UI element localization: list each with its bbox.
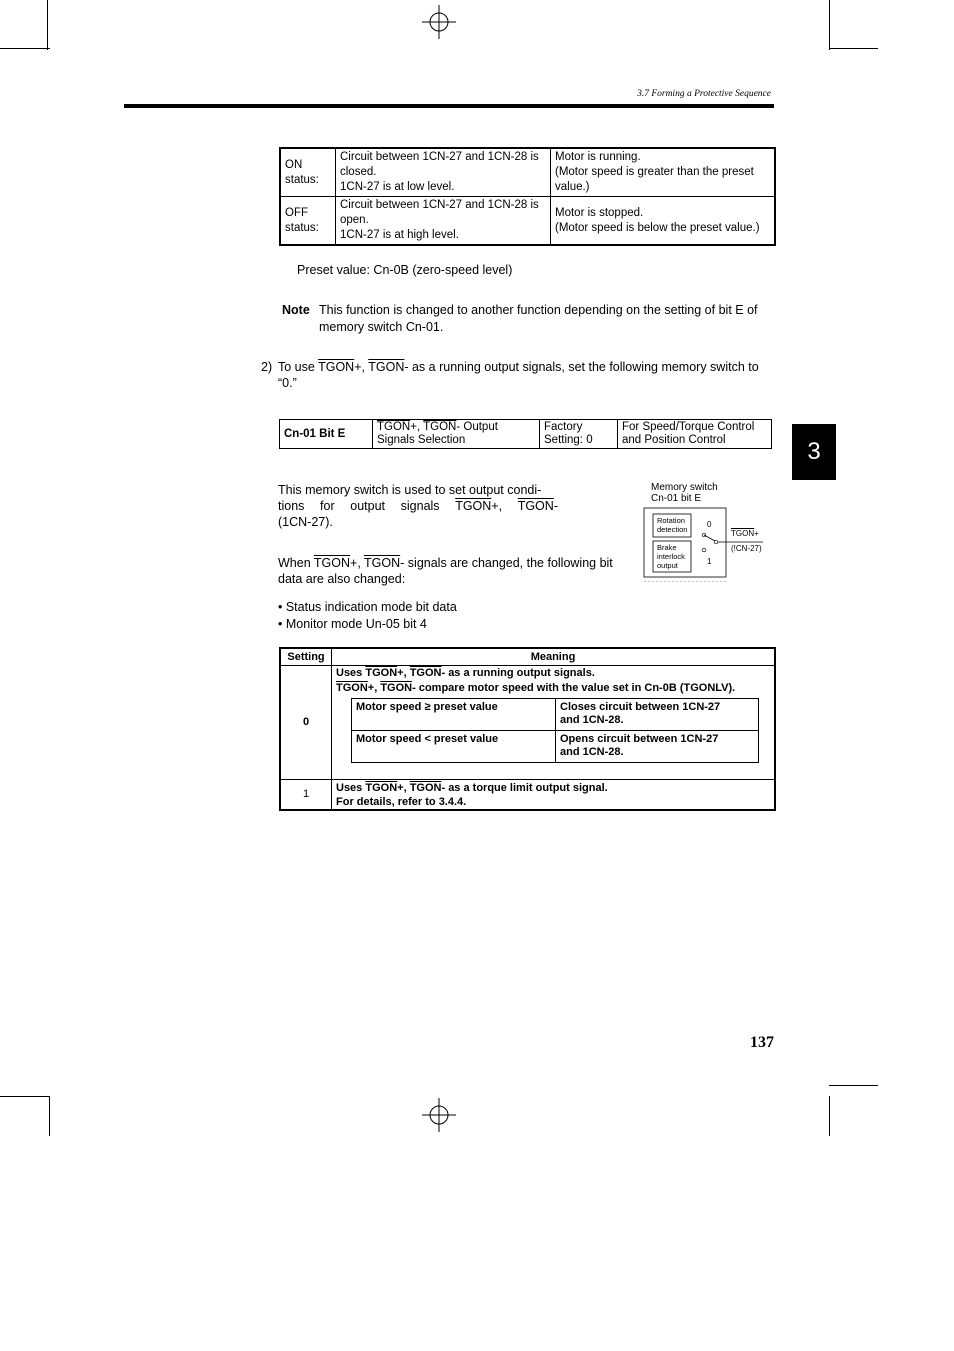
note-label: Note xyxy=(282,303,310,317)
result-line: and 1CN-28. xyxy=(560,713,624,726)
tgon-signal: TGON xyxy=(455,499,492,513)
table-row xyxy=(280,648,775,665)
crop-mark xyxy=(0,1096,50,1097)
diagram-title-line: Memory switch xyxy=(651,482,718,493)
motor-text: value.) xyxy=(555,181,590,193)
table-row xyxy=(280,148,775,197)
setting-value: 0 xyxy=(280,665,332,779)
tgon-signal: TGON xyxy=(409,781,442,794)
separator: +, xyxy=(354,360,369,374)
crop-mark xyxy=(49,1096,50,1136)
circuit-text: closed. xyxy=(340,166,377,178)
separator: +, xyxy=(350,556,365,570)
paragraph-line: data are also changed: xyxy=(278,572,406,586)
tgon-signal: TGON xyxy=(364,556,401,570)
circuit-text: open. xyxy=(340,214,369,226)
meaning-line xyxy=(336,781,770,795)
table-row xyxy=(280,420,772,449)
tgon-signal: TGON xyxy=(377,421,411,433)
result-cell xyxy=(556,698,759,730)
motor-text: (Motor speed is greater than the preset xyxy=(555,166,754,178)
separator: +, xyxy=(397,781,410,794)
chapter-tab xyxy=(792,424,836,480)
result-line: Opens circuit between 1CN-27 xyxy=(560,732,719,745)
tgon-signal: TGON xyxy=(423,421,457,433)
diagram-title-line: Cn-01 bit E xyxy=(651,493,702,504)
tgon-signal: TGON xyxy=(365,666,398,679)
item-text-line2: “0.” xyxy=(278,376,297,390)
paragraph-line: (1CN-27). xyxy=(278,515,333,529)
motor-text: (Motor speed is below the preset value.) xyxy=(555,221,760,234)
meaning-line xyxy=(336,681,770,695)
circuit-cell xyxy=(336,148,551,197)
tgon-signal: TGON xyxy=(318,360,355,374)
box-label: Brake xyxy=(657,543,677,552)
crop-mark xyxy=(47,0,48,50)
box-label: Rotation xyxy=(657,516,685,525)
circuit-cell xyxy=(336,197,551,246)
switch-name: Cn-01 Bit E xyxy=(280,420,373,449)
factory-line: Factory xyxy=(544,421,583,433)
tgon-signal: TGON xyxy=(380,681,413,694)
tgon-signal: TGON xyxy=(517,499,554,513)
status-label: status: xyxy=(285,221,319,234)
crop-mark xyxy=(829,48,878,49)
table-row xyxy=(352,698,759,730)
bullet-list xyxy=(278,599,457,632)
condition-cell: Motor speed ≥ preset value xyxy=(352,698,556,730)
note-line: memory switch Cn-01. xyxy=(319,320,444,334)
meaning-line xyxy=(336,666,770,680)
position-1-label: 1 xyxy=(707,557,712,566)
tgon-signal: TGON xyxy=(368,360,405,374)
status-table xyxy=(279,147,776,246)
crop-mark xyxy=(829,0,830,50)
result-line: Closes circuit between 1CN-27 xyxy=(560,700,721,713)
registration-mark-icon xyxy=(422,1098,456,1132)
registration-mark-icon xyxy=(422,5,456,39)
setting-value: 1 xyxy=(280,779,332,810)
item-text xyxy=(278,359,778,391)
signal-change-paragraph xyxy=(278,555,638,587)
box-label: interlock xyxy=(657,552,685,561)
position-0-label: 0 xyxy=(707,520,712,529)
crop-mark xyxy=(0,48,50,49)
motor-text: Motor is running. xyxy=(555,151,641,163)
circuit-text: Circuit between 1CN-27 and 1CN-28 is xyxy=(340,199,539,211)
separator: +, xyxy=(397,666,410,679)
separator: +, xyxy=(410,421,424,433)
box-label: output xyxy=(657,561,678,570)
header-meaning: Meaning xyxy=(332,648,776,665)
circuit-text: Circuit between 1CN-27 and 1CN-28 is xyxy=(340,151,539,163)
brake-interlock-box xyxy=(657,543,685,570)
word: output xyxy=(350,499,386,513)
paragraph-line: This memory switch is used to set output condi- xyxy=(278,483,542,497)
crop-mark xyxy=(829,1096,830,1136)
tgon-signal: TGON xyxy=(731,529,755,538)
tgon-signal: TGON xyxy=(313,556,351,570)
item-number: 2) xyxy=(261,360,273,374)
setting-table xyxy=(279,647,776,811)
paragraph-pre: When xyxy=(278,556,311,570)
page-number: 137 xyxy=(750,1034,774,1051)
status-label: OFF xyxy=(285,206,308,219)
meaning-line: For details, refer to 3.4.4. xyxy=(336,795,467,808)
table-row xyxy=(352,730,759,762)
output-signal-label xyxy=(731,529,759,538)
meaning-cell xyxy=(332,779,776,810)
rotation-detection-box xyxy=(657,516,687,534)
control-mode xyxy=(618,420,772,449)
chapter-number: 3 xyxy=(807,438,821,465)
tgon-signal: TGON xyxy=(336,681,368,694)
memory-switch-paragraph xyxy=(278,482,558,530)
crop-mark xyxy=(829,1085,878,1086)
text: - compare motor speed with the value set in Cn-0B (TGONLV). xyxy=(412,681,736,694)
status-label: status: xyxy=(285,173,319,186)
list-item: • Status indication mode bit data xyxy=(278,600,457,614)
paragraph-line xyxy=(278,498,558,514)
text: Uses xyxy=(336,781,366,794)
result-line: and 1CN-28. xyxy=(560,745,624,758)
condition-cell: Motor speed < preset value xyxy=(352,730,556,762)
text: - as a running output signals. xyxy=(441,666,595,679)
memory-switch-diagram xyxy=(640,482,780,582)
text: Uses xyxy=(336,666,366,679)
note-text xyxy=(319,302,779,335)
word: for xyxy=(320,499,335,513)
description-rest: - Output xyxy=(456,421,498,433)
circuit-text: 1CN-27 is at high level. xyxy=(340,229,459,241)
switch-description xyxy=(373,420,540,449)
header-rule xyxy=(124,104,774,108)
word: tions xyxy=(278,499,305,513)
separator: +, xyxy=(491,499,503,513)
word: signals xyxy=(400,499,440,513)
table-row xyxy=(280,665,775,779)
description-line2: Signals Selection xyxy=(377,434,466,446)
status-cell xyxy=(280,197,336,246)
section-header: 3.7 Forming a Protective Sequence xyxy=(637,89,771,99)
box-label: detection xyxy=(657,525,688,534)
tgon-signal: TGON xyxy=(409,666,442,679)
text: - as a torque limit output signal. xyxy=(441,781,608,794)
motor-cell xyxy=(551,148,776,197)
item-text-post: - as a running output signals, set the following memory switch to xyxy=(404,360,759,374)
separator: +, xyxy=(367,681,381,694)
meaning-cell xyxy=(332,665,776,779)
separator: + xyxy=(754,529,759,538)
item-text-pre: To use xyxy=(278,360,315,374)
preset-value-text: Preset value: Cn-0B (zero-speed level) xyxy=(297,263,513,277)
status-cell xyxy=(280,148,336,197)
factory-setting xyxy=(540,420,618,449)
table-row xyxy=(280,779,775,810)
output-pin-label: (!CN-27) xyxy=(731,544,762,553)
memory-switch-table xyxy=(279,419,772,449)
motor-cell xyxy=(551,197,776,246)
circuit-text: 1CN-27 is at low level. xyxy=(340,181,455,193)
paragraph-rest: - signals are changed, the following bit xyxy=(400,556,613,570)
control-line: For Speed/Torque Control xyxy=(622,421,755,433)
comparison-table xyxy=(351,698,759,763)
result-cell xyxy=(556,730,759,762)
status-label: ON xyxy=(285,158,303,171)
header-setting: Setting xyxy=(280,648,332,665)
tgon-signal: TGON xyxy=(365,781,398,794)
motor-text: Motor is stopped. xyxy=(555,206,644,219)
control-line: and Position Control xyxy=(622,434,726,446)
list-item: • Monitor mode Un-05 bit 4 xyxy=(278,617,427,631)
table-row xyxy=(280,197,775,246)
factory-line: Setting: 0 xyxy=(544,434,593,446)
separator: - xyxy=(553,499,558,513)
note-line: This function is changed to another function depending on the setting of bit E of xyxy=(319,303,758,317)
